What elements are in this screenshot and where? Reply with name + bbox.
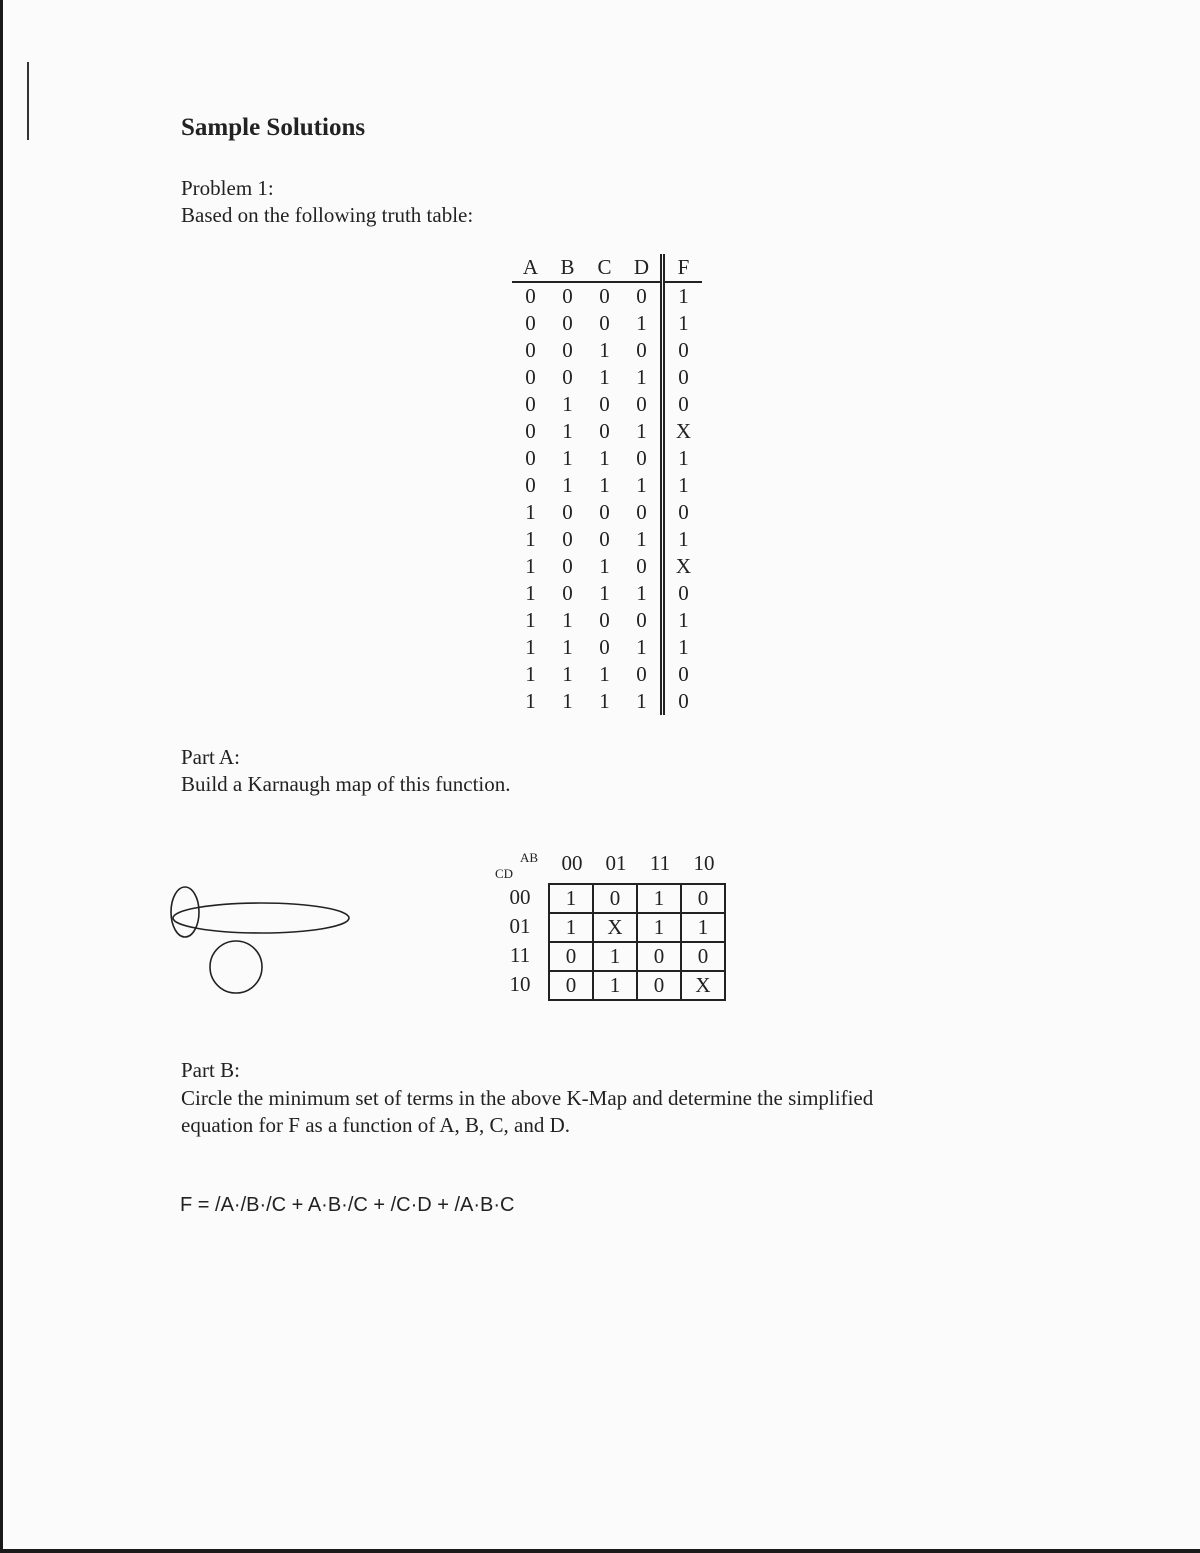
truth-table-cell: 0 — [562, 554, 573, 578]
truth-table-cell: 1 — [525, 608, 536, 632]
truth-table-cell: 1 — [562, 689, 573, 713]
part-b-label: Part B: — [181, 1058, 240, 1082]
truth-table-cell: 0 — [623, 391, 663, 418]
kmap-cell: 1 — [549, 884, 593, 913]
truth-table-cell: 1 — [599, 554, 610, 578]
truth-table-cell: 0 — [623, 607, 663, 634]
truth-table-cell: 1 — [599, 662, 610, 686]
page-edge-left — [0, 0, 3, 1553]
truth-table-cell: 1 — [623, 472, 663, 499]
truth-table-cell: 0 — [623, 499, 663, 526]
truth-table — [512, 254, 702, 715]
truth-table-cell: 1 — [562, 635, 573, 659]
truth-table-cell: 0 — [678, 662, 689, 686]
page-title: Sample Solutions — [181, 114, 366, 141]
truth-table-row — [512, 418, 702, 445]
part-a-text: Build a Karnaugh map of this function. — [181, 772, 511, 796]
truth-table-cell: 1 — [599, 581, 610, 605]
kmap-cell: 1 — [637, 913, 681, 942]
truth-table-cell: 1 — [525, 527, 536, 551]
header-d: D — [623, 254, 663, 282]
truth-table-cell: 1 — [678, 527, 689, 551]
intro-text: Based on the following truth table: — [181, 203, 474, 227]
truth-table-cell: 0 — [599, 635, 610, 659]
hand-drawn-circles — [165, 880, 365, 1010]
truth-table-cell: 0 — [599, 392, 610, 416]
truth-table-cell: 0 — [678, 365, 689, 389]
kmap-cell: X — [681, 971, 725, 1000]
truth-table-cell: 0 — [525, 311, 536, 335]
kmap-cell: 1 — [549, 913, 593, 942]
truth-table-row — [512, 607, 702, 634]
kmap-cell: 0 — [637, 942, 681, 971]
truth-table-cell: 1 — [623, 634, 663, 661]
truth-table-cell: 0 — [599, 284, 610, 308]
truth-table-cell: 0 — [623, 445, 663, 472]
truth-table-cell: 1 — [623, 364, 663, 391]
truth-table-cell: 1 — [599, 338, 610, 362]
truth-table-cell: 0 — [562, 365, 573, 389]
truth-table-cell: 0 — [623, 553, 663, 580]
truth-table-cell: X — [675, 419, 692, 443]
kmap-cell: 1 — [593, 942, 637, 971]
truth-table-cell: 0 — [525, 392, 536, 416]
truth-table-cell: 1 — [599, 365, 610, 389]
truth-table-cell: 0 — [678, 338, 689, 362]
truth-table-row — [512, 634, 702, 661]
truth-table-cell: 0 — [599, 500, 610, 524]
truth-table-cell: 1 — [525, 689, 536, 713]
truth-table-cell: 0 — [562, 527, 573, 551]
page-edge-bottom — [0, 1549, 1200, 1553]
kmap-row — [549, 971, 725, 1000]
kmap-row — [549, 913, 725, 942]
margin-mark — [27, 62, 29, 140]
header-b: B — [549, 254, 586, 282]
header-a: A — [512, 254, 549, 282]
kmap-cell: 0 — [637, 971, 681, 1000]
kmap-row — [549, 884, 725, 913]
truth-table-cell: 1 — [623, 688, 663, 715]
truth-table-cell: 0 — [562, 581, 573, 605]
truth-table-cell: 1 — [623, 418, 663, 445]
kmap-cell: 0 — [593, 884, 637, 913]
truth-table-row — [512, 472, 702, 499]
truth-table-cell: 1 — [623, 526, 663, 553]
truth-table-row — [512, 364, 702, 391]
truth-table-header-row — [512, 254, 702, 282]
kmap-row-header: 10 — [509, 972, 531, 996]
truth-table-cell: 1 — [525, 581, 536, 605]
kmap-grid — [548, 883, 726, 1001]
truth-table-cell: 1 — [562, 392, 573, 416]
truth-table-cell: 1 — [678, 284, 689, 308]
part-a-label: Part A: — [181, 745, 240, 769]
kmap-cell: 0 — [549, 942, 593, 971]
truth-table-cell: 1 — [525, 662, 536, 686]
truth-table-cell: 0 — [623, 337, 663, 364]
truth-table-cell: 1 — [562, 608, 573, 632]
truth-table-row — [512, 688, 702, 715]
kmap-col-header: 11 — [649, 851, 671, 875]
truth-table-cell: 0 — [599, 608, 610, 632]
truth-table-row — [512, 499, 702, 526]
kmap-cell: 0 — [681, 884, 725, 913]
kmap-cell: 0 — [549, 971, 593, 1000]
kmap-cell: 0 — [681, 942, 725, 971]
header-c: C — [586, 254, 623, 282]
header-f: F — [663, 254, 703, 282]
truth-table-cell: 1 — [599, 473, 610, 497]
problem-label: Problem 1: — [181, 176, 274, 200]
truth-table-cell: 0 — [562, 338, 573, 362]
part-b-line-1: Circle the minimum set of terms in the above K-Map and determine the simplified — [181, 1086, 874, 1110]
truth-table-cell: 1 — [678, 635, 689, 659]
truth-table-row — [512, 526, 702, 553]
truth-table-cell: 1 — [562, 419, 573, 443]
truth-table-row — [512, 553, 702, 580]
truth-table-row — [512, 282, 702, 310]
truth-table-cell: X — [675, 554, 692, 578]
truth-table-cell: 0 — [599, 311, 610, 335]
truth-table-cell: 0 — [525, 284, 536, 308]
kmap-col-header: 00 — [561, 851, 583, 875]
truth-table-cell: 1 — [525, 554, 536, 578]
truth-table-cell: 1 — [623, 580, 663, 607]
truth-table-cell: 0 — [525, 365, 536, 389]
kmap-cell: 1 — [637, 884, 681, 913]
truth-table-cell: 0 — [525, 338, 536, 362]
truth-table-cell: 0 — [525, 446, 536, 470]
karnaugh-map — [490, 848, 750, 1008]
truth-table-cell: 0 — [562, 284, 573, 308]
truth-table-cell: 1 — [525, 635, 536, 659]
truth-table-row — [512, 337, 702, 364]
truth-table-cell: 0 — [623, 282, 663, 310]
truth-table-row — [512, 310, 702, 337]
kmap-cell: X — [593, 913, 637, 942]
truth-table-row — [512, 445, 702, 472]
truth-table-cell: 1 — [623, 310, 663, 337]
truth-table-cell: 0 — [678, 581, 689, 605]
truth-table-cell: 1 — [525, 500, 536, 524]
truth-table-cell: 0 — [562, 311, 573, 335]
truth-table-cell: 0 — [562, 500, 573, 524]
truth-table-cell: 1 — [599, 689, 610, 713]
kmap-row — [549, 942, 725, 971]
truth-table-cell: 1 — [678, 311, 689, 335]
kmap-col-header: 01 — [605, 851, 627, 875]
truth-table-cell: 1 — [678, 446, 689, 470]
truth-table-row — [512, 391, 702, 418]
kmap-col-header: 10 — [693, 851, 715, 875]
truth-table-cell: 1 — [562, 473, 573, 497]
truth-table-cell: 1 — [678, 473, 689, 497]
truth-table-cell: 0 — [599, 527, 610, 551]
truth-table-cell: 0 — [525, 473, 536, 497]
kmap-cell: 1 — [681, 913, 725, 942]
kmap-cd-label: CD — [495, 866, 514, 881]
simplified-equation: F = /A·/B·/C + A·B·/C + /C·D + /A·B·C — [180, 1194, 515, 1216]
kmap-row-header: 00 — [509, 885, 531, 909]
truth-table-cell: 1 — [562, 662, 573, 686]
truth-table-cell: 1 — [562, 446, 573, 470]
truth-table-cell: 0 — [623, 661, 663, 688]
truth-table-cell: 1 — [599, 446, 610, 470]
truth-table-cell: 0 — [678, 392, 689, 416]
truth-table-row — [512, 661, 702, 688]
kmap-row-header: 11 — [509, 943, 531, 967]
truth-table-cell: 0 — [525, 419, 536, 443]
part-b-line-2: equation for F as a function of A, B, C, and D. — [181, 1113, 571, 1137]
truth-table-cell: 0 — [599, 419, 610, 443]
kmap-ab-label: AB — [520, 850, 539, 865]
truth-table-cell: 0 — [678, 500, 689, 524]
kmap-cell: 1 — [593, 971, 637, 1000]
kmap-row-header: 01 — [509, 914, 531, 938]
truth-table-cell: 0 — [678, 689, 689, 713]
truth-table-cell: 1 — [678, 608, 689, 632]
truth-table-row — [512, 580, 702, 607]
